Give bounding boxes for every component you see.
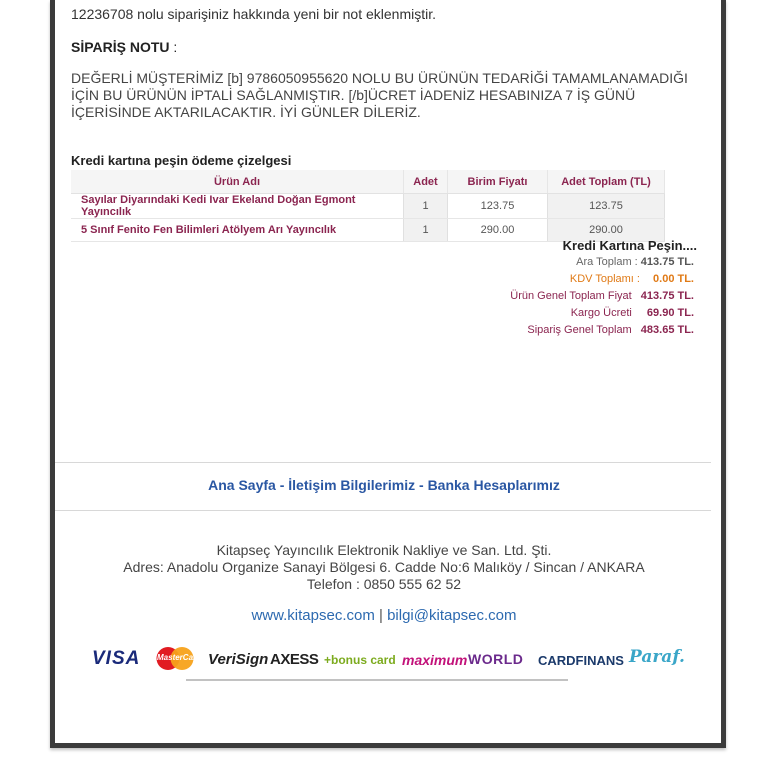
company-address: Adres: Anadolu Organize Sanayi Bölgesi 6. Cadde No:6 Malıköy / Sincan / ANKARA — [123, 559, 645, 575]
summary-row-subtotal — [576, 256, 694, 268]
divider — [55, 510, 711, 511]
axess-logo: AXESS — [270, 651, 319, 668]
table-header-row — [71, 170, 665, 194]
order-note-heading — [71, 39, 177, 55]
summary-label: Kargo Ücreti — [570, 307, 632, 319]
maximum-logo: maximum — [402, 652, 468, 668]
payment-fineprint — [186, 677, 586, 683]
summary-value: 413.75 TL. — [640, 290, 694, 302]
table-row — [71, 194, 665, 219]
payment-logos — [92, 645, 685, 673]
nav-link-home[interactable]: Ana Sayfa — [208, 477, 276, 493]
verisign-logo: VeriSign — [208, 651, 269, 668]
order-items-table — [71, 170, 665, 242]
link-separator: | — [374, 607, 388, 624]
col-header-product: Ürün Adı — [71, 170, 404, 194]
product-name: Sayılar Diyarındaki Kedi Ivar Ekeland Doğan Egmont Yayıncılık — [71, 194, 404, 219]
summary-label: Ürün Genel Toplam Fiyat — [510, 290, 632, 302]
summary-row-grand-total — [527, 324, 694, 336]
order-note-intro: 12236708 nolu siparişiniz hakkında yeni bir not eklenmiştir. — [71, 6, 436, 22]
summary-row-vat — [570, 273, 694, 285]
contact-links — [0, 607, 768, 624]
summary-row-shipping — [571, 307, 694, 319]
world-logo: WORLD — [468, 651, 524, 667]
summary-label: Ara Toplam : — [576, 256, 638, 268]
nav-separator: - — [415, 477, 428, 493]
visa-logo: VISA — [92, 648, 141, 669]
summary-title: Kredi Kartına Peşin.... — [562, 238, 697, 253]
company-phone: Telefon : 0850 555 62 52 — [306, 576, 462, 592]
col-header-unit-price: Birim Fiyatı — [448, 170, 548, 194]
summary-row-product-total — [510, 290, 694, 302]
paraf-logo: Paraf. — [629, 647, 685, 667]
summary-value: 0.00 TL. — [653, 273, 694, 285]
order-note-body: DEĞERLİ MÜŞTERİMİZ [b] 9786050955620 NOLU BU ÜRÜNÜN TEDARİĞİ TAMAMLANAMADIĞI İÇİN BU ÜRÜNÜN İPTALİ SAĞLANMIŞTIR. [/b]ÜCRET İADENİZ HESABINIZA 7 İŞ GÜNÜ İÇERİSİNDE AKTARILACAKTIR. İYİ GÜNLER DİLERİZ. — [71, 70, 688, 120]
mastercard-logo — [154, 646, 202, 671]
product-unit-price: 290.00 — [448, 219, 548, 242]
product-unit-price: 123.75 — [448, 194, 548, 219]
footer-nav — [0, 477, 768, 493]
summary-value: 69.90 TL. — [646, 307, 694, 319]
summary-value: 413.75 TL. — [640, 256, 694, 268]
email-link[interactable]: bilgi@kitapsec.com — [387, 607, 517, 624]
summary-label: KDV Toplamı : — [569, 273, 640, 285]
product-line-total: 290.00 — [548, 219, 665, 242]
col-header-line-total: Adet Toplam (TL) — [548, 170, 665, 194]
product-qty: 1 — [404, 194, 448, 219]
nav-link-contact[interactable]: İletişim Bilgilerimiz — [288, 477, 416, 493]
col-header-qty: Adet — [404, 170, 448, 194]
cardfinans-logo: CARDFINANS — [538, 653, 624, 668]
divider — [55, 462, 711, 463]
nav-separator: - — [275, 477, 289, 493]
product-qty: 1 — [404, 219, 448, 242]
bonus-card-logo: +bonus card — [324, 653, 396, 667]
nav-link-bank-accounts[interactable]: Banka Hesaplarımız — [427, 477, 560, 493]
product-name: 5 Sınıf Fenito Fen Bilimleri Atölyem Arı Yayıncılık — [71, 219, 404, 242]
summary-label: Sipariş Genel Toplam — [527, 324, 632, 336]
payment-schedule-title: Kredi kartına peşin ödeme çizelgesi — [71, 153, 292, 168]
website-link[interactable]: www.kitapsec.com — [251, 607, 375, 624]
order-note-colon: : — [169, 39, 178, 55]
order-note-title: SİPARİŞ NOTU — [71, 39, 170, 55]
company-name: Kitapseç Yayıncılık Elektronik Nakliye ve San. Ltd. Şti. — [216, 542, 552, 558]
summary-value: 483.65 TL. — [640, 324, 694, 336]
product-line-total: 123.75 — [548, 194, 665, 219]
mastercard-label: MasterCard — [157, 653, 202, 662]
